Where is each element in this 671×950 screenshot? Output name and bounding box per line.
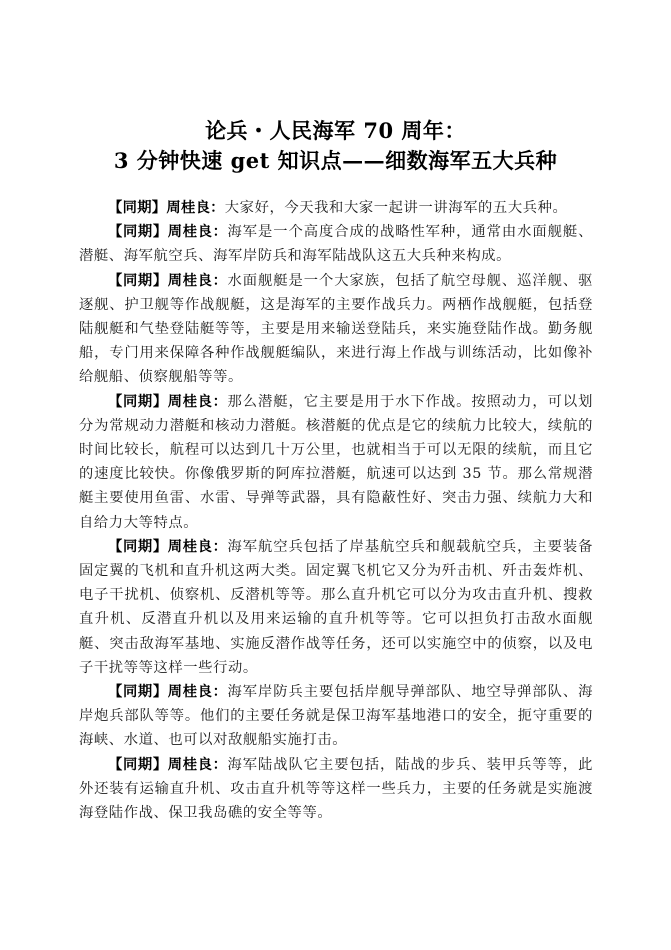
speaker-label: 【同期】周桂良：: [108, 224, 228, 241]
speaker-label: 【同期】周桂良：: [108, 684, 228, 701]
speaker-label: 【同期】周桂良：: [108, 200, 225, 216]
title-line-1: 论兵・人民海军 70 周年：: [205, 118, 466, 143]
transcript-paragraph-4: [79, 390, 593, 535]
speaker-label: 【同期】周桂良：: [108, 756, 228, 773]
speaker-label: 【同期】周桂良：: [108, 393, 228, 410]
transcript-body: [79, 196, 593, 825]
paragraph-text: 海军岸防兵主要包括岸舰导弹部队、地空导弹部队、海岸炮兵部队等等。他们的主要任务就是保卫海军基地港口的安全，扼守重要的海峡、水道、也可以对敌舰船实施打击。: [79, 684, 593, 749]
transcript-paragraph-1: [79, 196, 593, 220]
paragraph-text: 海军是一个高度合成的战略性军种，通常由水面舰艇、潜艇、海军航空兵、海军岸防兵和海军陆战队这五大兵种来构成。: [79, 224, 593, 265]
transcript-paragraph-6: [79, 680, 593, 753]
speaker-label: 【同期】周桂良：: [108, 272, 228, 289]
transcript-paragraph-3: [79, 269, 593, 390]
speaker-label: 【同期】周桂良：: [108, 538, 228, 555]
paragraph-text: 大家好，今天我和大家一起讲一讲海军的五大兵种。: [224, 200, 568, 216]
paragraph-text: 海军陆战队它主要包括，陆战的步兵、装甲兵等等，此外还装有运输直升机、攻击直升机等等这样一些兵力，主要的任务就是实施渡海登陆作战、保卫我岛礁的安全等等。: [79, 756, 593, 822]
title-line-2: 3 分钟快速 get 知识点——细数海军五大兵种: [113, 148, 558, 173]
transcript-paragraph-2: [79, 220, 593, 268]
document-title: [0, 116, 671, 176]
paragraph-text: 海军航空兵包括了岸基航空兵和舰载航空兵，主要装备固定翼的飞机和直升机这两大类。固定翼飞机它又分为歼击机、歼击轰炸机、电子干扰机、侦察机、反潜机等等。那么直升机它可以分为攻击直升机、搜救直升机、反潜直升机以及用来运输的直升机等等。它可以担负打击敌水面舰艇、突击敌海军基地、实施反潜作战等任务，还可以实施空中的侦察，以及电子干扰等等这样一些行动。: [79, 538, 593, 676]
transcript-paragraph-5: [79, 535, 593, 680]
paragraph-text: 那么潜艇，它主要是用于水下作战。按照动力，可以划分为常规动力潜艇和核动力潜艇。核潜艇的优点是它的续航力比较大，续航的时间比较长，航程可以达到几十万公里，也就相当于可以无限的续航，而且它的速度比较快。你像俄罗斯的阿库拉潜艇，航速可以达到 35 节。那么常规潜艇主要使用鱼雷、水雷、导弹等武器，具有隐蔽性好、突击力强、续航力大和自给力大等特点。: [79, 393, 593, 531]
transcript-paragraph-7: [79, 753, 593, 826]
paragraph-text: 水面舰艇是一个大家族，包括了航空母舰、巡洋舰、驱逐舰、护卫舰等作战舰艇，这是海军的主要作战兵力。两栖作战舰艇，包括登陆舰艇和气垫登陆艇等等，主要是用来输送登陆兵，来实施登陆作战。勤务舰船，专门用来保障各种作战舰艇编队，来进行海上作战与训练活动，比如像补给舰船、侦察舰船等等。: [79, 272, 593, 386]
